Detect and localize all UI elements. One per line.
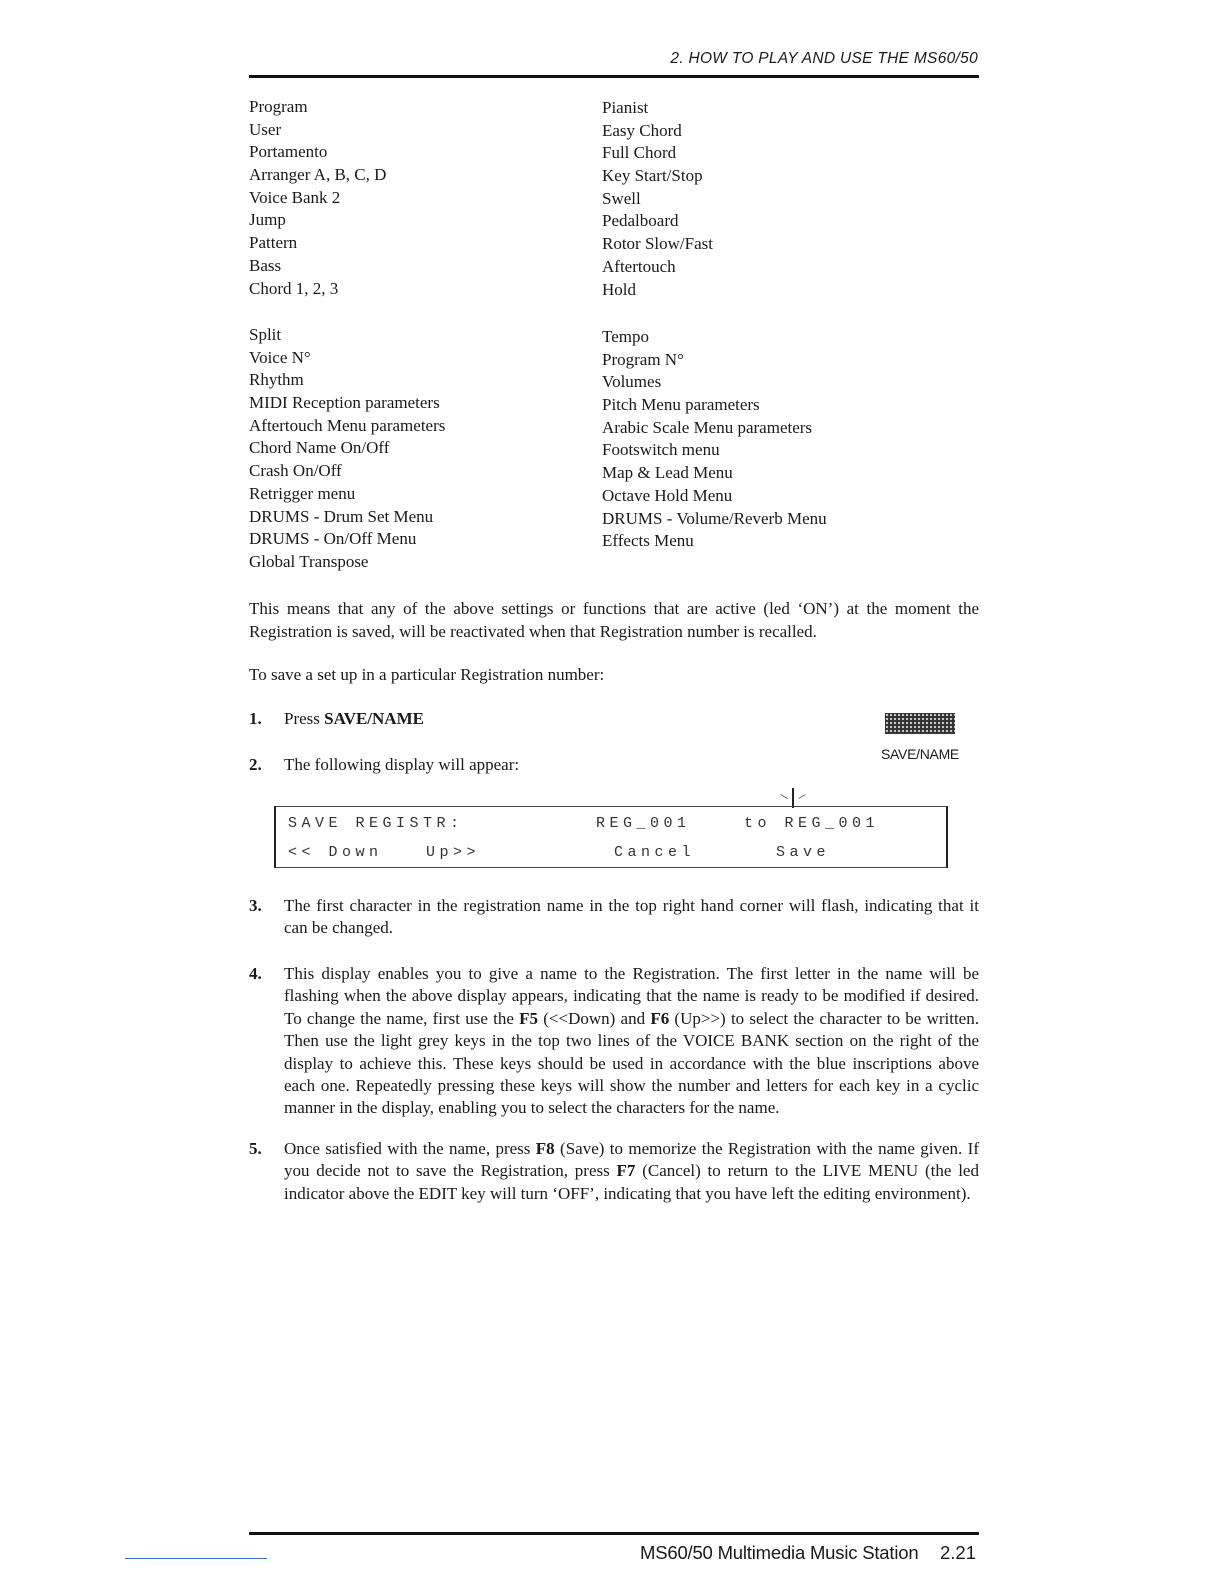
list-item: Jump [249, 210, 286, 230]
step-3: 3. The first character in the registration name in the top right hand corner will flash, indicating that it can be changed. [249, 896, 979, 938]
list-item: Bass [249, 255, 282, 275]
lcd-display [274, 806, 948, 868]
list-item: Octave Hold Menu [602, 485, 733, 505]
header-rule [249, 75, 979, 78]
list-item: Rotor Slow/Fast [602, 234, 713, 254]
step-5: 5. Once satisfied with the name, press F8 (Save) to memorize the Registration with the name given. If you decide not to save the Registration, press F7 (Cancel) to return to the LIVE MENU (the led indicator above the EDIT key will turn ‘OFF’, indicating that you have left the editing environment). [249, 1139, 980, 1203]
save-name-keycap-icon [885, 713, 955, 734]
step-number: 4. [249, 964, 262, 983]
flash-pointer-icon [792, 788, 794, 808]
list-item: User [249, 119, 282, 139]
list-item: DRUMS - On/Off Menu [249, 529, 417, 549]
list-item: MIDI Reception parameters [249, 393, 440, 413]
key-name: F7 [616, 1161, 636, 1181]
step-number: 5. [249, 1139, 262, 1158]
lcd-up-softkey: Up>> [426, 844, 481, 861]
list-item: Program [249, 97, 308, 116]
list-item: Arabic Scale Menu parameters [602, 417, 813, 437]
lcd-cancel-softkey: Cancel [614, 844, 696, 861]
key-name: F6 [650, 1008, 670, 1028]
list-item: Retrigger menu [249, 483, 356, 503]
step-2: 2. The following display will appear: [249, 754, 979, 776]
key-name: F8 [535, 1139, 555, 1158]
list-item: Voice Bank 2 [249, 187, 341, 207]
list-item: Voice N° [249, 347, 311, 367]
lcd-save-softkey: Save [776, 844, 831, 861]
flash-tick-icon [780, 794, 787, 799]
list-item: Split [249, 325, 282, 344]
list-item: DRUMS - Volume/Reverb Menu [602, 508, 827, 528]
list-item: Chord Name On/Off [249, 438, 390, 458]
list-item: Aftertouch [602, 256, 676, 276]
list-item: Key Start/Stop [602, 166, 703, 186]
scan-artifact-line [125, 1558, 267, 1559]
step-number: 1. [249, 709, 262, 728]
settings-list-left-2 [249, 324, 445, 574]
list-item: Chord 1, 2, 3 [249, 278, 339, 298]
list-item: Aftertouch Menu parameters [249, 415, 446, 435]
list-item: Global Transpose [249, 551, 369, 571]
settings-list-left-1 [249, 96, 386, 300]
page-header-title: 2. HOW TO PLAY AND USE THE MS60/50 [670, 50, 978, 67]
lcd-down-softkey: << Down [288, 844, 383, 861]
step-number: 3. [249, 896, 262, 915]
footer-rule [249, 1532, 979, 1535]
list-item: Swell [602, 188, 641, 208]
list-item: Crash On/Off [249, 461, 342, 481]
key-name: SAVE/NAME [324, 709, 424, 728]
reactivation-paragraph: This means that any of the above settings or functions that are active (led ‘ON’) at the moment the Registration is saved, will be reactivated when that Registration number is recalled. [249, 599, 979, 641]
list-item: Pedalboard [602, 211, 679, 231]
list-item: Map & Lead Menu [602, 463, 733, 483]
list-item: Full Chord [602, 143, 677, 163]
save-name-key-label: SAVE/NAME [881, 746, 959, 762]
list-item: DRUMS - Drum Set Menu [249, 506, 434, 526]
flash-tick-icon [798, 794, 805, 799]
step-1: 1. Press SAVE/NAME [249, 708, 979, 730]
list-item: Easy Chord [602, 120, 682, 140]
instruction-intro: To save a set up in a particular Registration number: [249, 665, 605, 684]
list-item: Portamento [249, 142, 328, 162]
settings-list-right-2 [602, 326, 827, 553]
list-item: Hold [602, 279, 636, 299]
list-item: Pitch Menu parameters [602, 395, 760, 415]
list-item: Program N° [602, 349, 684, 369]
list-item: Arranger A, B, C, D [249, 165, 387, 185]
lcd-source-reg: REG_001 [596, 815, 691, 832]
list-item: Footswitch menu [602, 440, 720, 460]
step-number: 2. [249, 755, 262, 774]
settings-list-right-1 [602, 97, 713, 301]
step-4: 4. This display enables you to give a name to the Registration. The first letter in the name will be flashing when the above display appears, indicating that the name is ready to be modified if desired. To change the name, first use the F5 (<<Down) and F6 (Up>>) to select the character to be written. Then use the light grey keys in the top two lines of the VOICE BANK section on the right of the display to achieve this. These keys should be used in accordance with the blue inscriptions above each one. Repeatedly pressing these keys will show the number and letters for each key in a cyclic manner in the display, enabling you to select the characters for the name. [249, 964, 979, 1118]
lcd-title: SAVE REGISTR: [288, 815, 464, 832]
list-item: Volumes [602, 372, 662, 392]
footer-title: MS60/50 Multimedia Music Station [640, 1542, 919, 1563]
page-number: 2.21 [940, 1542, 977, 1563]
list-item: Pianist [602, 98, 649, 117]
key-name: F5 [519, 1008, 539, 1028]
lcd-target-reg: to REG_001 [744, 815, 880, 832]
list-item: Pattern [249, 233, 298, 253]
list-item: Rhythm [249, 370, 304, 390]
list-item: Tempo [602, 327, 649, 346]
list-item: Effects Menu [602, 531, 694, 551]
